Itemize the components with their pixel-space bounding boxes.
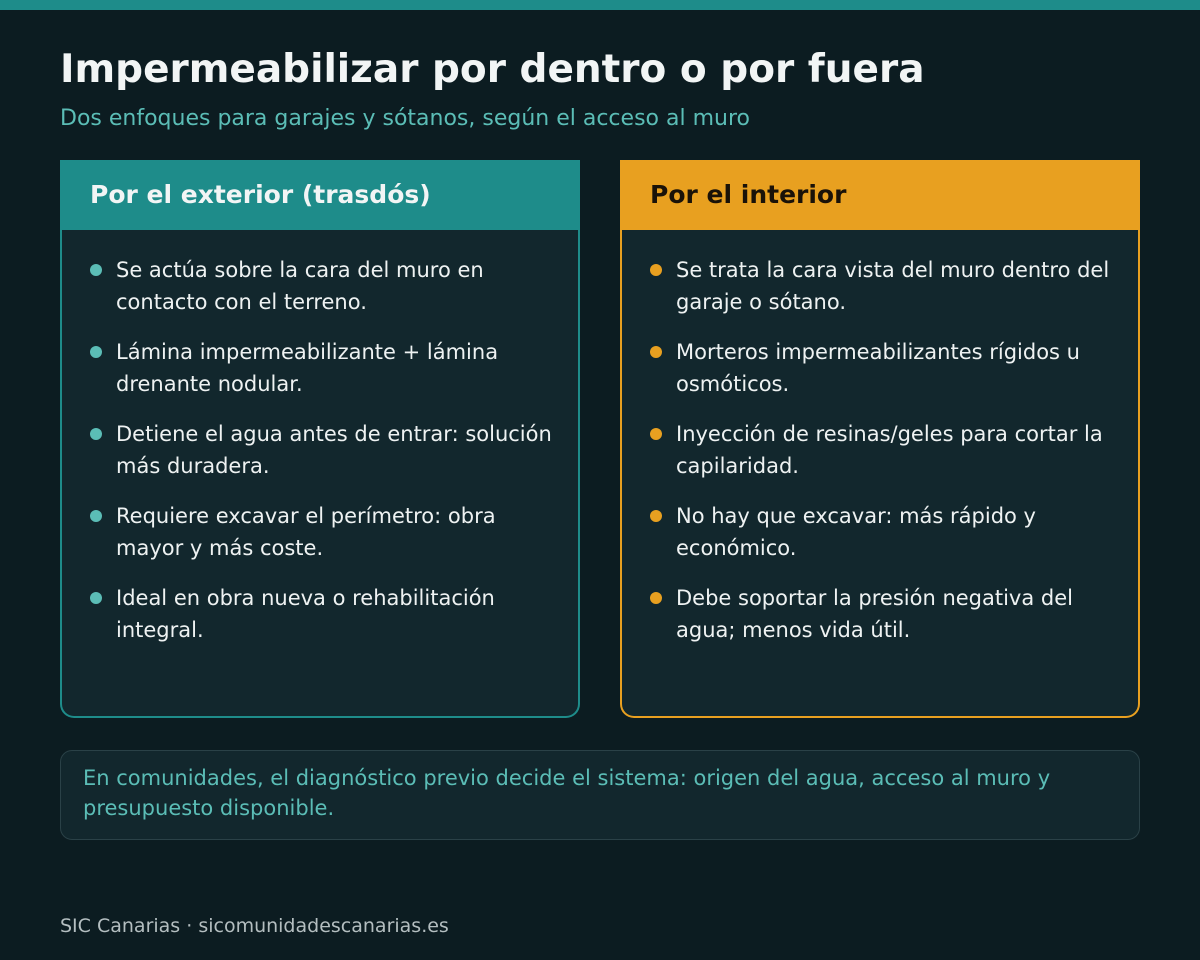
list-item-text: Ideal en obra nueva o rehabilitación integral. xyxy=(116,586,495,642)
list-item xyxy=(88,500,558,564)
list-item xyxy=(88,254,558,318)
list-item xyxy=(88,582,558,646)
exterior-panel-title: Por el exterior (trasdós) xyxy=(62,160,578,230)
list-item-text: No hay que excavar: más rápido y económico. xyxy=(676,504,1036,560)
list-item xyxy=(648,418,1118,482)
list-item-text: Se trata la cara vista del muro dentro del garaje o sótano. xyxy=(676,258,1110,314)
top-accent-bar xyxy=(0,0,1200,10)
exterior-panel xyxy=(60,160,580,718)
list-item-text: Detiene el agua antes de entrar: solución más duradera. xyxy=(116,422,552,478)
list-item-text: Lámina impermeabilizante + lámina drenante nodular. xyxy=(116,340,499,396)
list-item-text: Inyección de resinas/geles para cortar la capilaridad. xyxy=(676,422,1103,478)
list-item xyxy=(648,582,1118,646)
list-item-text: Requiere excavar el perímetro: obra mayor y más coste. xyxy=(116,504,496,560)
list-item-text: Morteros impermeabilizantes rígidos u osmóticos. xyxy=(676,340,1080,396)
bullet-dot-icon xyxy=(90,510,102,522)
list-item xyxy=(88,336,558,400)
exterior-list xyxy=(62,230,578,646)
bullet-dot-icon xyxy=(650,428,662,440)
list-item xyxy=(648,500,1118,564)
list-item xyxy=(88,418,558,482)
bullet-dot-icon xyxy=(650,264,662,276)
interior-list xyxy=(622,230,1138,646)
page-title: Impermeabilizar por dentro o por fuera xyxy=(60,47,925,92)
interior-panel xyxy=(620,160,1140,718)
bullet-dot-icon xyxy=(90,346,102,358)
list-item xyxy=(648,254,1118,318)
list-item xyxy=(648,336,1118,400)
bullet-dot-icon xyxy=(650,592,662,604)
interior-panel-title: Por el interior xyxy=(622,160,1138,230)
note-box xyxy=(60,750,1140,840)
bullet-dot-icon xyxy=(650,346,662,358)
list-item-text: Debe soportar la presión negativa del agua; menos vida útil. xyxy=(676,586,1073,642)
footer-credit: SIC Canarias · sicomunidadescanarias.es xyxy=(60,915,449,937)
bullet-dot-icon xyxy=(90,592,102,604)
note-text: En comunidades, el diagnóstico previo decide el sistema: origen del agua, acceso al muro y presupuesto disponible. xyxy=(83,766,1051,820)
bullet-dot-icon xyxy=(650,510,662,522)
bullet-dot-icon xyxy=(90,428,102,440)
page-subtitle: Dos enfoques para garajes y sótanos, según el acceso al muro xyxy=(60,106,750,131)
list-item-text: Se actúa sobre la cara del muro en contacto con el terreno. xyxy=(116,258,484,314)
bullet-dot-icon xyxy=(90,264,102,276)
